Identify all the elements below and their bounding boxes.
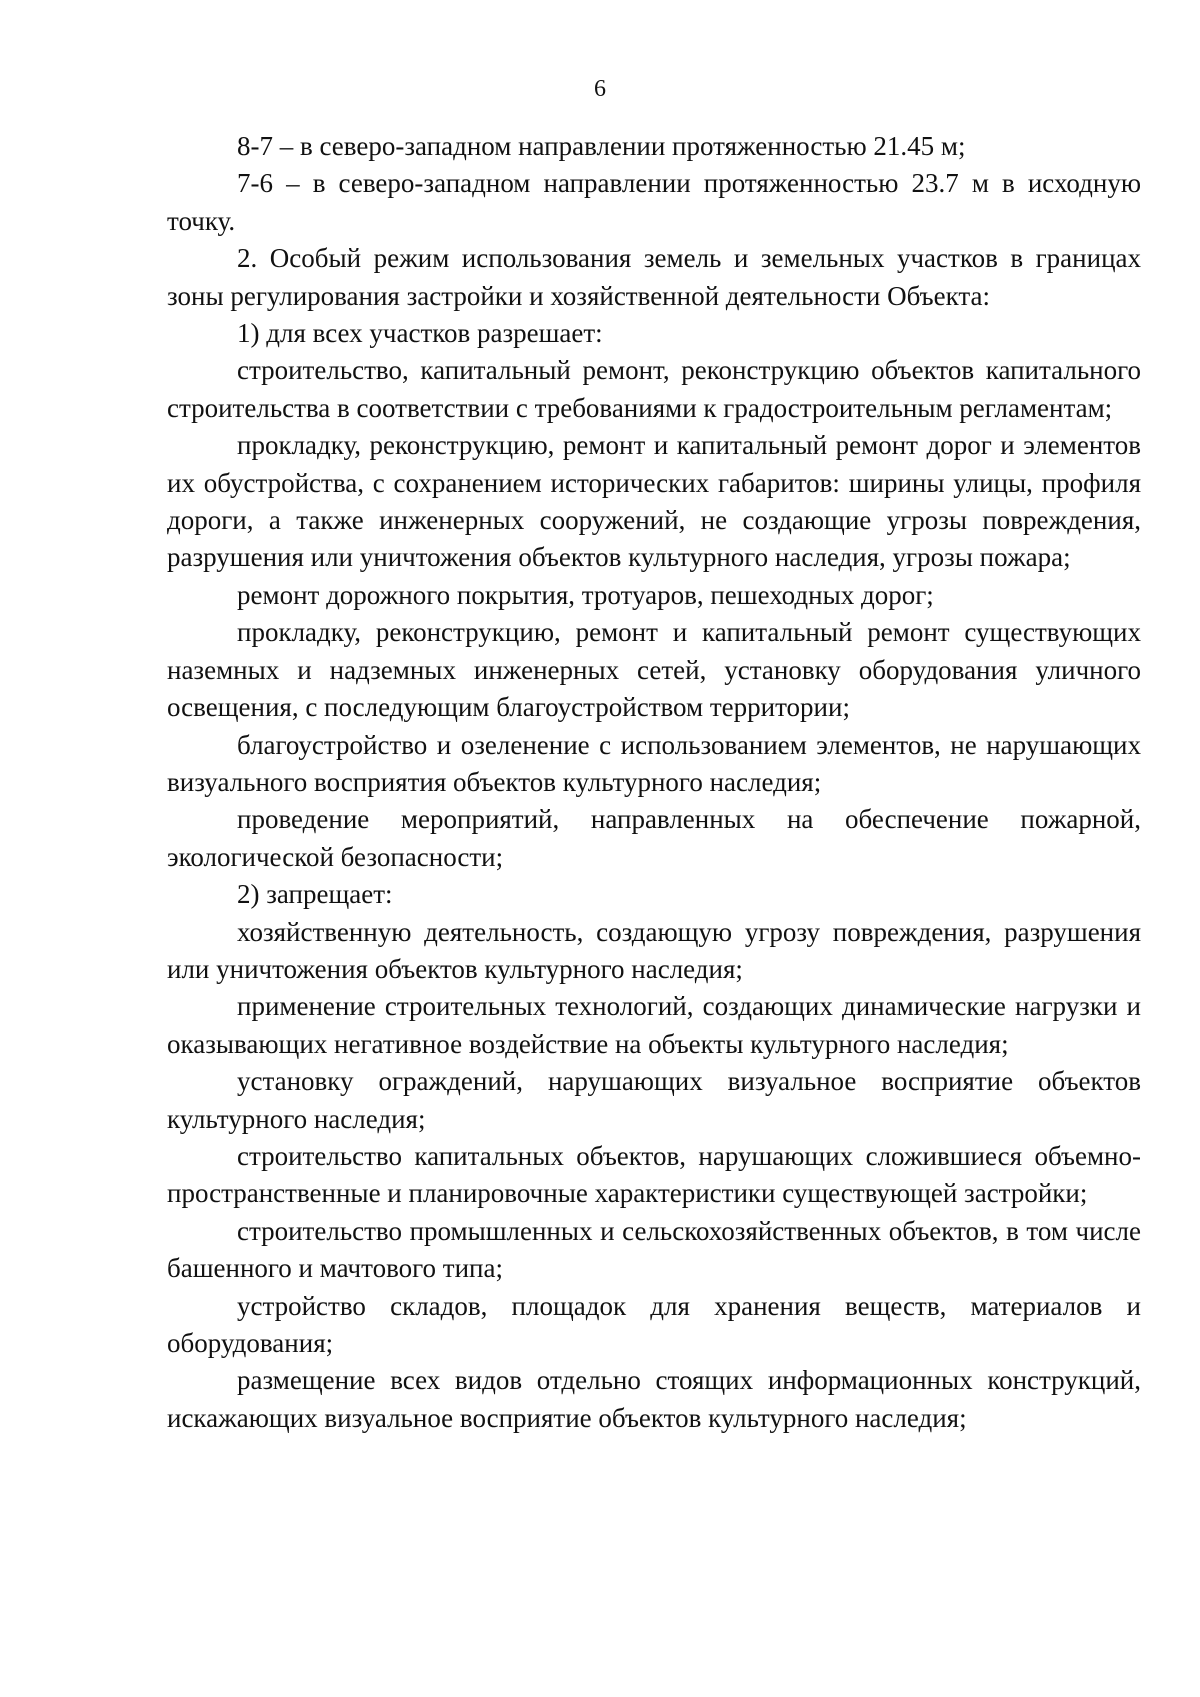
document-body <box>167 128 1141 1437</box>
paragraph-prohibit-industrial: строительство промышленных и сельскохозяйственных объектов, в том числе башенного и мачтового типа; <box>167 1215 1141 1284</box>
paragraph-prohibits-heading: 2) запрещает: <box>237 879 393 910</box>
paragraph-permit-safety: проведение мероприятий, направленных на обеспечение пожарной, экологической безопасности; <box>167 804 1141 872</box>
paragraph-prohibit-warehouses: устройство складов, площадок для хранения веществ, материалов и оборудования; <box>167 1290 1141 1358</box>
paragraph-prohibit-capital-objects: строительство капитальных объектов, нарушающих сложившиеся объемно-пространственные и планировочные характеристики существующей застройки; <box>167 1140 1141 1209</box>
paragraph-segment-7-6: 7-6 – в северо-западном направлении протяженностью 23.7 м в исходную точку. <box>167 168 1141 236</box>
paragraph-prohibit-signage: размещение всех видов отдельно стоящих информационных конструкций, искажающих визуальное восприятие объектов культурного наследия; <box>167 1365 1141 1433</box>
paragraph-prohibit-fences: установку ограждений, нарушающих визуальное восприятие объектов культурного наследия; <box>167 1066 1141 1134</box>
paragraph-permits-heading: 1) для всех участков разрешает: <box>237 318 603 349</box>
page-number: 6 <box>594 76 606 102</box>
paragraph-segment-8-7: 8-7 – в северо-западном направлении протяженностью 21.45 м; <box>237 131 966 161</box>
paragraph-permit-landscaping: благоустройство и озеленение с использованием элементов, не нарушающих визуального восприятия объектов культурного наследия; <box>167 729 1141 797</box>
paragraph-prohibit-economic-activity: хозяйственную деятельность, создающую угрозу повреждения, разрушения или уничтожения объектов культурного наследия; <box>167 916 1141 984</box>
paragraph-permit-roads: прокладку, реконструкцию, ремонт и капитальный ремонт дорог и элементов их обустройства, с сохранением исторических габаритов: ширины улицы, профиля дороги, а также инженерных сооружений, не создающие угрозы повреждения, разрушения или уничтожения объектов культурного наследия, угрозы пожара; <box>167 430 1141 573</box>
paragraph-special-regime: 2. Особый режим использования земель и земельных участков в границах зоны регулирования застройки и хозяйственной деятельности Объекта: <box>167 243 1141 311</box>
paragraph-permit-construction: строительство, капитальный ремонт, реконструкцию объектов капитального строительства в соответствии с требованиями к градостроительным регламентам; <box>167 355 1141 423</box>
paragraph-prohibit-technologies: применение строительных технологий, создающих динамические нагрузки и оказывающих негативное воздействие на объекты культурного наследия; <box>167 991 1141 1059</box>
paragraph-permit-networks: прокладку, реконструкцию, ремонт и капитальный ремонт существующих наземных и надземных инженерных сетей, установку оборудования уличного освещения, с последующим благоустройством территории; <box>167 617 1141 723</box>
paragraph-permit-road-repair: ремонт дорожного покрытия, тротуаров, пешеходных дорог; <box>237 579 934 610</box>
